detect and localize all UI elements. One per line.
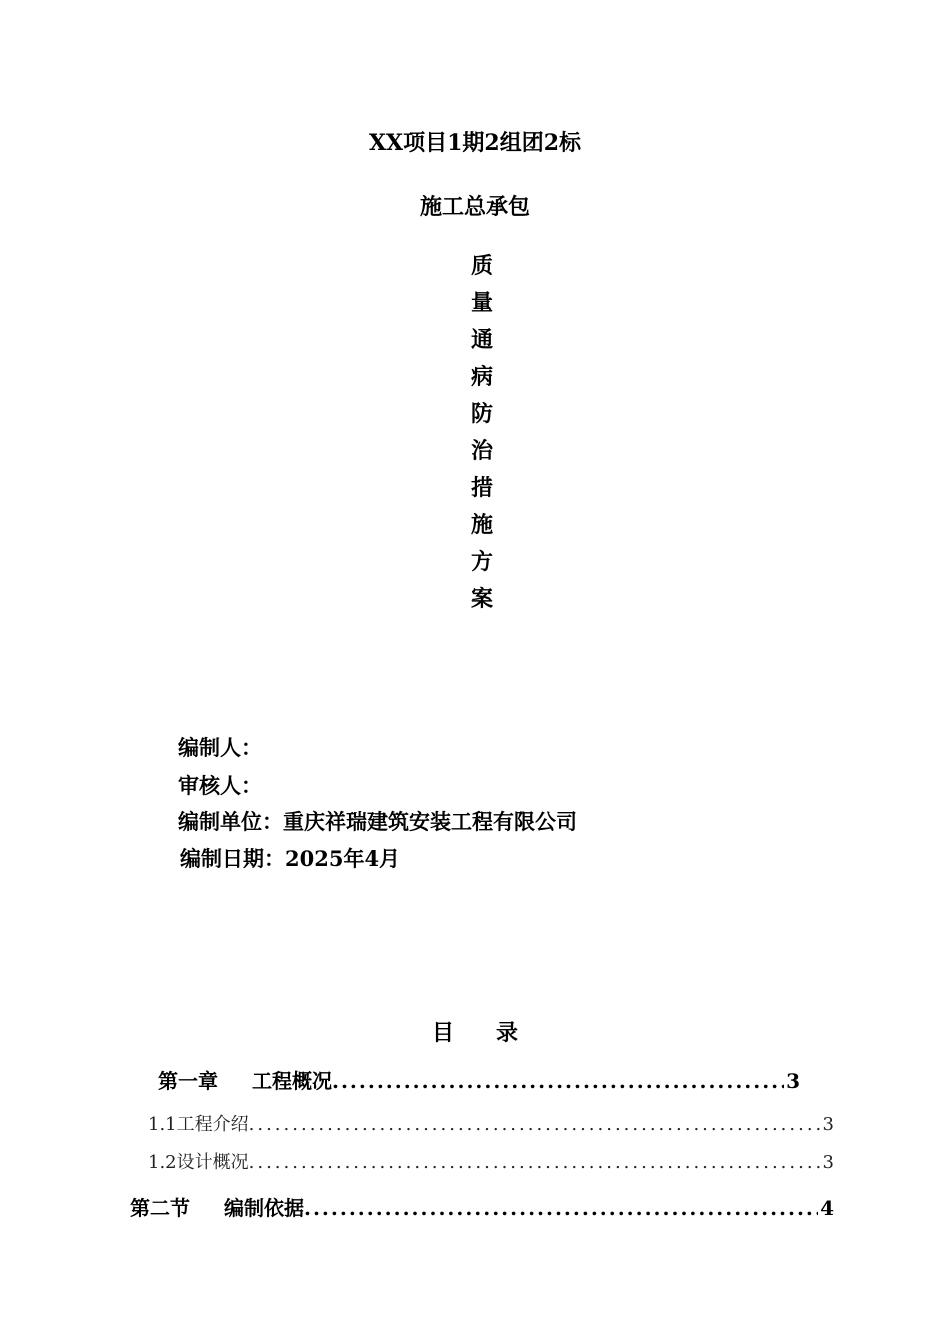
date-value: 2025年4月: [285, 846, 401, 871]
title-char: 质: [470, 253, 493, 279]
unit-value: 重庆祥瑞建筑安装工程有限公司: [283, 809, 577, 834]
vertical-document-title: [0, 248, 950, 618]
toc-entry-number: 1.2: [148, 1152, 177, 1173]
unit-label: 编制单位：: [178, 809, 283, 834]
date-label: 编制日期：: [180, 846, 285, 871]
toc-title-left: 目: [431, 1020, 454, 1046]
title-char: 施: [470, 512, 493, 538]
toc-entry-number: 第二节: [130, 1196, 190, 1220]
title-char: 量: [470, 290, 493, 316]
toc-entry-chapter-1[interactable]: [158, 1065, 800, 1094]
toc-entry-1-1[interactable]: [148, 1110, 834, 1136]
toc-title: [0, 1016, 950, 1047]
toc-entry-page: 3: [786, 1069, 800, 1093]
title-char: 方: [470, 549, 493, 575]
toc-entry-text: 编制依据: [224, 1196, 304, 1220]
toc-entry-section-2[interactable]: [130, 1192, 834, 1221]
toc-leader-dots: [249, 1114, 821, 1135]
toc-entry-number: 第一章: [158, 1069, 218, 1093]
toc-entry-1-2[interactable]: [148, 1148, 834, 1174]
toc-entry-page: 4: [820, 1196, 834, 1220]
contract-type: 施工总承包: [419, 194, 530, 220]
toc-leader-dots: [249, 1152, 821, 1173]
reviewer-label: 审核人：: [178, 773, 262, 798]
toc-entry-page: 3: [822, 1152, 834, 1173]
title-char: 案: [470, 586, 493, 612]
title-char: 病: [470, 364, 493, 390]
title-char: 治: [470, 438, 493, 464]
toc-entry-text: 工程介绍: [176, 1114, 249, 1135]
toc-leader-dots: [304, 1196, 818, 1220]
title-char: 措: [470, 475, 493, 501]
toc-leader-dots: [332, 1069, 784, 1093]
title-char: 通: [470, 327, 493, 353]
toc-title-right: 录: [496, 1020, 519, 1046]
editor-field: [178, 732, 262, 762]
toc-entry-page: 3: [822, 1114, 834, 1135]
date-field: [180, 843, 400, 873]
unit-field: [178, 806, 577, 836]
editor-label: 编制人：: [178, 735, 262, 760]
reviewer-field: [178, 770, 262, 800]
project-title: XX项目1期2组团2标: [368, 130, 582, 156]
title-char: 防: [470, 401, 493, 427]
toc-entry-text: 工程概况: [252, 1069, 332, 1093]
toc-entry-text: 设计概况: [176, 1152, 249, 1173]
toc-entry-number: 1.1: [148, 1114, 177, 1135]
